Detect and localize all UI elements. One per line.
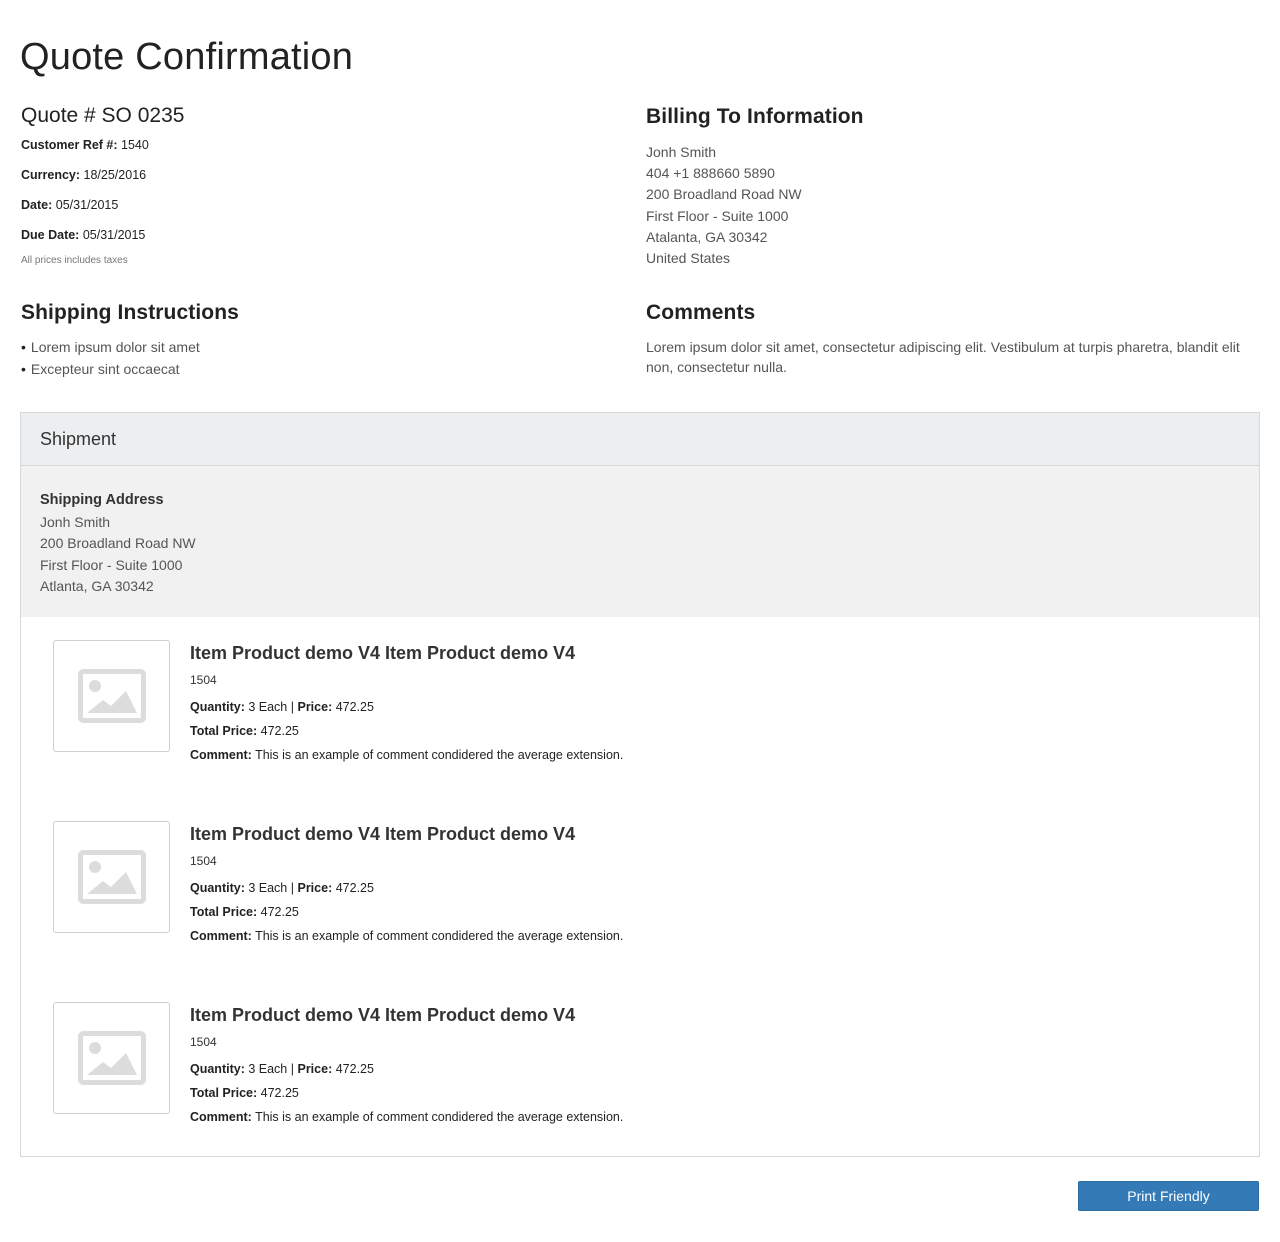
address-suite: First Floor - Suite 1000 — [40, 556, 183, 573]
list-item — [21, 359, 601, 381]
list-item — [53, 640, 1233, 770]
comments-heading: Comments — [646, 301, 756, 324]
customer-ref-label: Customer Ref #: — [21, 138, 118, 152]
comment-value: This is an example of comment condidered the average extension. — [255, 1110, 624, 1124]
comments-text: Lorem ipsum dolor sit amet, consectetur adipiscing elit. Vestibulum at turpis pharetra, blandit elit non, consectetur nulla. — [646, 339, 1240, 375]
shipment-panel — [20, 412, 1260, 1157]
item-sku: 1504 — [190, 673, 217, 687]
quote-summary — [21, 104, 601, 266]
comment-value: This is an example of comment condidered the average extension. — [255, 748, 624, 762]
currency-label: Currency: — [21, 168, 81, 182]
billing-phone: 404 +1 888660 5890 — [646, 165, 775, 182]
billing-city: Atalanta, GA 30342 — [646, 228, 768, 245]
image-placeholder-icon — [78, 669, 146, 723]
item-total — [190, 724, 623, 738]
item-title: Item Product demo V4 Item Product demo V4 — [190, 1005, 576, 1025]
item-details — [190, 643, 623, 772]
currency-value: 18/25/2016 — [83, 168, 147, 182]
product-thumbnail[interactable] — [53, 821, 170, 933]
separator: | — [290, 700, 294, 714]
separator: | — [290, 881, 294, 895]
instruction-text: Lorem ipsum dolor sit amet — [30, 339, 200, 355]
comment-label: Comment: — [190, 1110, 252, 1124]
address-city: Atlanta, GA 30342 — [40, 577, 154, 594]
item-total — [190, 905, 623, 919]
bullet-icon: • — [21, 360, 26, 377]
instruction-text: Excepteur sint occaecat — [30, 360, 180, 377]
shipping-address-label: Shipping Address — [40, 492, 164, 508]
quote-number: Quote # SO 0235 — [21, 104, 185, 127]
list-item — [21, 337, 601, 359]
quantity-value: 3 Each — [248, 700, 288, 714]
total-value: 472.25 — [260, 1086, 299, 1100]
comment-value: This is an example of comment condidered the average extension. — [255, 929, 624, 943]
item-details — [190, 824, 623, 953]
date-label: Date: — [21, 198, 53, 212]
billing-info — [646, 104, 1260, 269]
billing-heading: Billing To Information — [646, 105, 864, 128]
customer-ref-row — [21, 138, 601, 168]
comment-label: Comment: — [190, 929, 252, 943]
price-label: Price: — [297, 881, 333, 895]
address-street: 200 Broadland Road NW — [40, 535, 196, 552]
item-comment — [190, 929, 623, 943]
shipment-header — [21, 413, 1259, 466]
shipping-instructions — [21, 301, 601, 380]
price-label: Price: — [297, 1062, 333, 1076]
comments-section — [646, 301, 1260, 377]
separator: | — [290, 1062, 294, 1076]
shipping-address — [21, 466, 1259, 617]
customer-ref-value: 1540 — [121, 138, 149, 152]
quantity-label: Quantity: — [190, 881, 245, 895]
shipment-title: Shipment — [40, 428, 117, 449]
total-value: 472.25 — [260, 724, 299, 738]
currency-row — [21, 168, 601, 198]
date-row — [21, 198, 601, 228]
total-label: Total Price: — [190, 1086, 258, 1100]
quantity-value: 3 Each — [248, 1062, 288, 1076]
price-value: 472.25 — [335, 1062, 374, 1076]
total-label: Total Price: — [190, 905, 258, 919]
item-comment — [190, 748, 623, 762]
item-quantity-price — [190, 881, 623, 895]
price-label: Price: — [297, 700, 333, 714]
item-sku: 1504 — [190, 854, 217, 868]
due-date-value: 05/31/2015 — [82, 228, 146, 242]
total-value: 472.25 — [260, 905, 299, 919]
item-comment — [190, 1110, 623, 1124]
item-quantity-price — [190, 700, 623, 714]
item-quantity-price — [190, 1062, 623, 1076]
billing-street: 200 Broadland Road NW — [646, 186, 802, 203]
billing-name: Jonh Smith — [646, 144, 717, 160]
quantity-label: Quantity: — [190, 1062, 245, 1076]
address-name: Jonh Smith — [40, 514, 111, 530]
quantity-label: Quantity: — [190, 700, 245, 714]
image-placeholder-icon — [78, 1031, 146, 1085]
shipping-instructions-heading: Shipping Instructions — [21, 301, 239, 324]
bullet-icon: • — [21, 339, 26, 355]
product-thumbnail[interactable] — [53, 1002, 170, 1114]
billing-suite: First Floor - Suite 1000 — [646, 207, 789, 224]
list-item — [53, 821, 1233, 951]
quantity-value: 3 Each — [248, 881, 288, 895]
item-details — [190, 1005, 623, 1134]
item-title: Item Product demo V4 Item Product demo V4 — [190, 824, 576, 844]
price-value: 472.25 — [335, 700, 374, 714]
item-sku: 1504 — [190, 1035, 217, 1049]
price-value: 472.25 — [335, 881, 374, 895]
item-total — [190, 1086, 623, 1100]
page-title: Quote Confirmation — [20, 36, 354, 78]
product-thumbnail[interactable] — [53, 640, 170, 752]
due-date-row — [21, 228, 601, 258]
total-label: Total Price: — [190, 724, 258, 738]
print-friendly-button[interactable]: Print Friendly — [1078, 1181, 1259, 1211]
image-placeholder-icon — [78, 850, 146, 904]
item-title: Item Product demo V4 Item Product demo V4 — [190, 643, 576, 663]
comment-label: Comment: — [190, 748, 252, 762]
due-date-label: Due Date: — [21, 228, 80, 242]
tax-note: All prices includes taxes — [21, 255, 128, 266]
list-item — [53, 1002, 1233, 1132]
billing-country: United States — [646, 250, 731, 267]
date-value: 05/31/2015 — [55, 198, 119, 212]
